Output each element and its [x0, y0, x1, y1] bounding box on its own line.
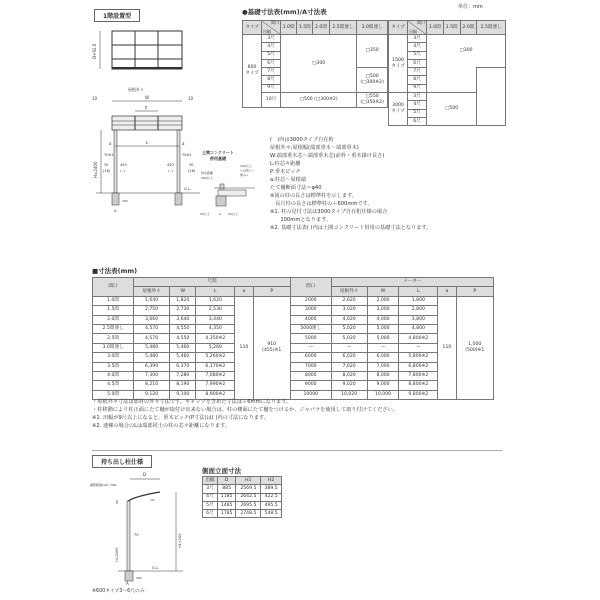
side-table-title: 側面立面寸法 [202, 467, 241, 475]
table-row [93, 334, 494, 343]
dim-10-right: 10 [188, 96, 194, 101]
diagonal-header-cell [262, 21, 281, 35]
cell-value: □500 [365, 74, 379, 80]
table-cell: 8,000 [367, 371, 399, 380]
table-cell: 2000 [290, 296, 331, 305]
p-alt: (500)※1 [465, 347, 485, 353]
row-label: 8尺 [262, 76, 281, 84]
table-cell: 6000 [290, 353, 331, 362]
header-cell: H1 [236, 477, 261, 485]
table-cell: □300 [281, 35, 357, 93]
header-projection: 出幅 [409, 28, 417, 34]
table-cell: 5,460 [170, 343, 196, 352]
row-label: 4尺 [408, 43, 427, 51]
table-cell: 10000 [290, 390, 331, 399]
table-cell: 548.5 [261, 510, 282, 518]
header-cell: P [456, 287, 494, 296]
row-label: 6尺 [262, 59, 281, 67]
table-cell: 3000 [290, 306, 331, 315]
p-main: 1,000 [468, 341, 482, 347]
side-paren-left: (16) [103, 169, 111, 173]
header-cell: 屋根外々 [134, 287, 170, 296]
note-line: ※図の柱の長さは標準柱を示します。 [270, 193, 357, 199]
table-cell: 9,800※2 [399, 390, 438, 399]
detail-title-2: 併用基礎 [210, 156, 226, 161]
type-cell [243, 35, 262, 108]
table-cell: 4,800※2 [399, 334, 438, 343]
table-cell: 3.0間連し [93, 343, 134, 352]
table-cell: 2,730 [170, 306, 196, 315]
header-cell: タイプ [243, 21, 262, 35]
table-cell: 4,350 [196, 324, 235, 333]
table-row [203, 510, 282, 518]
type-value: 3000 [392, 103, 404, 109]
header-cell: W [170, 287, 196, 296]
table-cell: 885 [217, 485, 236, 493]
dim-10-left: 10 [92, 96, 98, 101]
gutter-left: 450 [120, 163, 127, 167]
table-cell: 7,280 [170, 371, 196, 380]
table-cell: 8,800※2 [399, 381, 438, 390]
section-title-box: 1階設置型 [94, 9, 140, 22]
table-cell [357, 68, 388, 93]
table-cell: 2642.5 [236, 493, 261, 501]
header-cell: a [438, 287, 456, 296]
table-cell: 5,460 [170, 353, 196, 362]
table-cell: 3,000 [367, 306, 399, 315]
row-label: 3尺 [262, 35, 281, 43]
header-projection: 出幅 [263, 28, 271, 34]
h-label: H=2400 [93, 161, 98, 178]
table-cell: 1,800 [399, 296, 438, 305]
note-line: ・柱移動により柱正面にたて樋が取付け出来ない場合は、柱の側面にたて樋をつけるか、ジャバラを使用して取り付けてください。 [92, 407, 398, 413]
note-line: 100mmとなります。 [270, 217, 332, 223]
legend-notes [270, 136, 431, 232]
a-value: 110 [235, 296, 253, 399]
table-cell: — [367, 343, 399, 352]
table-cell: 1,820 [170, 296, 196, 305]
p-label: P [145, 105, 148, 111]
header-cell: 2.0間 [313, 21, 329, 35]
table-cell: 8,900※2 [196, 390, 235, 399]
table-cell: 9,020 [331, 381, 367, 390]
table-cell: □500 (□300※2) [281, 93, 357, 108]
header-cell: 1.0間 [281, 21, 297, 35]
table-cell: 6,000 [367, 353, 399, 362]
row-label: 5尺 [262, 51, 281, 59]
table-cell: 2695.5 [236, 501, 261, 509]
table-cell: 6,370 [170, 362, 196, 371]
note-line: たて樋断面寸法＝φ40 [270, 185, 322, 191]
ninety-label: 90 [115, 500, 119, 504]
note-line: a:柱芯～屋根端 [270, 177, 307, 183]
row-label: 4尺 [262, 43, 281, 51]
table-cell: 4,350※2 [196, 334, 235, 343]
detail-right-label: 50以上 [228, 212, 238, 216]
table-cell: 9,000 [367, 381, 399, 390]
header-cell: P [253, 287, 290, 296]
table-cell: — [331, 343, 367, 352]
foundation-table-title: ●基礎寸法表(mm)/A寸法表 [242, 8, 327, 16]
cell-value-alt: (□350※2) [360, 100, 384, 106]
header-cell: W [367, 287, 399, 296]
table-cell: 7,020 [331, 362, 367, 371]
row-label: 7尺 [408, 68, 427, 76]
table-cell [357, 93, 388, 108]
header-cell: 2.0間 [460, 21, 477, 35]
table-cell: 10,000 [367, 390, 399, 399]
table-cell: 5000 [290, 334, 331, 343]
note-line: ※2. 基礎寸法表( )内は土間コンクリート併用の基礎寸法となります。 [270, 225, 432, 231]
table-cell: 2,020 [331, 296, 367, 305]
table-cell: 5尺 [203, 501, 218, 509]
drain-label-2: 200以上 [201, 176, 213, 180]
table-cell: 3,640 [170, 315, 196, 324]
slab-label-2: <土間コン [240, 168, 255, 173]
header-cell: 1.5間 [297, 21, 313, 35]
d-label: D [143, 472, 147, 477]
table-cell: 4,020 [331, 315, 367, 324]
header-cell: 間口 [93, 278, 134, 297]
row-label: 4尺 [408, 101, 427, 109]
table-cell: 2,750 [134, 306, 170, 315]
table-cell: 8,020 [331, 371, 367, 380]
note-line: W:端部垂木芯～端部垂木芯(前枠・垂木掛け長さ) [270, 153, 385, 159]
a-label-left: a [109, 141, 112, 146]
table-cell: 5,260 [196, 343, 235, 352]
table-cell: 1,640 [134, 296, 170, 305]
table-row [93, 371, 494, 380]
type-value: 1500 [392, 57, 404, 63]
type-suffix: タイプ [391, 63, 405, 69]
unit-label: 単位：mm [458, 4, 483, 10]
header-cell: L [196, 287, 235, 296]
slab-label-3: 厚み> [240, 173, 249, 177]
table-cell: 5,480 [134, 353, 170, 362]
gl-label: G.L. [152, 566, 159, 570]
table-cell: — [399, 343, 438, 352]
header-frontage: 間口 [271, 20, 279, 25]
header-cell: L [399, 287, 438, 296]
note-line: ※1. 出幅が9尺以上になると、垂木ピッチ(P寸法)は( )内の寸法になります。 [92, 415, 269, 421]
note-line: ・屋根外々寸法は部材の外々寸法です。キャップを含めた寸法は＋6mmになります。 [92, 399, 292, 405]
table-row [203, 485, 282, 493]
table-cell: 4.0間 [93, 371, 134, 380]
row-label: 5尺 [408, 109, 427, 117]
p-alt: (455)※1 [262, 347, 282, 353]
table-cell: 1.0間 [93, 296, 134, 305]
table-cell: 5,260※2 [196, 353, 235, 362]
table-cell: 6,390 [134, 362, 170, 371]
table-row [93, 381, 494, 390]
table-cell: 2748.5 [236, 510, 261, 518]
seventy-label: 70 [134, 533, 139, 537]
table-cell: 1485 [217, 501, 236, 509]
header-cell: 1.5間 [443, 21, 460, 35]
table-cell: 7,800※2 [399, 371, 438, 380]
table-cell: 3,800 [399, 315, 438, 324]
gutter-right: 450 [167, 163, 174, 167]
row-label: 3尺 [408, 93, 427, 101]
table-cell: □300 [427, 35, 506, 68]
row-label: 6尺 [408, 117, 427, 125]
table-cell: 1185 [217, 493, 236, 501]
table-row [203, 493, 282, 501]
table-cell: 3.0間 [93, 353, 134, 362]
table-cell: 4,000 [367, 315, 399, 324]
table-cell: 7,000 [367, 362, 399, 371]
table-cell: 3,020 [331, 306, 367, 315]
roof-outer-label: 屋根外々 [128, 87, 144, 92]
table-cell: 1,620 [196, 296, 235, 305]
table-cell: 9,120 [134, 390, 170, 399]
header-cell: H2 [261, 477, 282, 485]
side-elevation-table [202, 476, 282, 518]
p-main: 910 [267, 341, 277, 347]
table-cell: 8,210 [134, 381, 170, 390]
type-suffix: タイプ [245, 71, 259, 77]
table-cell: 8,190 [170, 381, 196, 390]
h-label: H=2400 [115, 547, 119, 562]
table-cell: 2,530 [196, 306, 235, 315]
header-cell: 2.5間連し [329, 21, 357, 35]
table-cell: 4,550 [170, 334, 196, 343]
cantilever-title-box: 持ち出し柱仕様 [92, 455, 152, 468]
table-cell: 5,000 [367, 334, 399, 343]
table-cell: 2.5間連し [93, 324, 134, 333]
detail-title-1: 土間コンクリート [202, 150, 234, 155]
table-cell [477, 68, 506, 126]
table-cell: 5,020 [331, 324, 367, 333]
type-cell [389, 35, 408, 93]
table-cell: 5,800※2 [399, 353, 438, 362]
table-cell: 1.5間 [93, 306, 134, 315]
table-row [93, 362, 494, 371]
depth-label: 300 [136, 576, 142, 580]
table-cell: 7,300 [134, 371, 170, 380]
group-header: 尺間 [134, 278, 291, 287]
table-cell: 4,800 [399, 324, 438, 333]
gutter-paren-right: (一) [168, 169, 174, 173]
table-cell: 389.5 [261, 485, 282, 493]
drain-label-1: 排水距離 [201, 171, 214, 175]
table-cell: 2.5間 [93, 334, 134, 343]
table-cell: 5,020 [331, 334, 367, 343]
table-cell: 2.0間 [93, 315, 134, 324]
table-cell: 5.0間 [93, 390, 134, 399]
gutter-paren-left: (一) [120, 169, 126, 173]
depth-label: 300 [122, 199, 128, 203]
table-cell: 6尺 [203, 510, 218, 518]
table-cell: 3尺 [203, 485, 218, 493]
foundation-table-600 [242, 20, 388, 108]
row-label: 9尺 [262, 84, 281, 92]
dimension-notes [92, 398, 398, 430]
a-label-right: a [182, 141, 185, 146]
note-line: 屋根外々:屋根幅(端部垂木～端部垂木) [270, 145, 359, 151]
table-cell: 6,170※2 [196, 362, 235, 371]
table-cell [427, 68, 477, 93]
row-label: 6尺 [408, 59, 427, 67]
table-cell: 422.5 [261, 493, 282, 501]
header-cell: 出幅 [203, 477, 218, 485]
table-cell: □350 [357, 35, 388, 68]
p-value [456, 296, 494, 399]
table-cell: 10,020 [331, 390, 367, 399]
type-value: 600 [247, 65, 257, 71]
note-line: ※2. 連棟の場合のLは端部同士の柱の芯々距離になります。 [92, 423, 230, 429]
table-cell: 9,100 [170, 390, 196, 399]
a-dim-label: A [114, 209, 117, 213]
note-line: 長尺柱の長さは標準柱の＋600mmです。 [270, 201, 373, 207]
side-right: 30 [189, 163, 194, 167]
table-cell: 4,570 [134, 324, 170, 333]
note-line: ※1. 柱の見付寸法は3000タイプ自在桁仕様の場合 [270, 209, 388, 215]
l-label: L [146, 140, 149, 145]
header-cell: a [235, 287, 253, 296]
table-cell: 2,000 [367, 296, 399, 305]
row-label: 8尺 [408, 76, 427, 84]
range-label: 調整範囲120～300 [90, 483, 117, 487]
header-cell: タイプ [389, 21, 408, 35]
table-cell: 5,480 [134, 343, 170, 352]
a-value: 110 [438, 296, 456, 399]
table-cell: 1785 [217, 510, 236, 518]
gl-label: G.L. [184, 187, 191, 191]
header-cell: 3.0間連し [357, 21, 388, 35]
table-cell: 3,440 [196, 315, 235, 324]
detail-left-label: 50以上 [200, 212, 210, 216]
table-cell: 7,990※2 [196, 381, 235, 390]
plan-dim: D+92.5 [92, 43, 97, 59]
header-cell: 1.0間 [427, 21, 444, 35]
table-row [93, 343, 494, 352]
post-note-right: 70※1 [182, 153, 192, 157]
row-label: 10尺 [262, 93, 281, 108]
table-row [93, 353, 494, 362]
plan-drawing [88, 25, 200, 75]
table-cell: — [290, 343, 331, 352]
table-cell: 5,000 [367, 324, 399, 333]
table-row [93, 296, 494, 305]
table-cell: □500 [427, 93, 477, 126]
side-left: 30 [104, 163, 109, 167]
table-cell: 7,080※2 [196, 371, 235, 380]
front-elevation-drawing [88, 86, 200, 214]
table-cell: 4尺 [203, 493, 218, 501]
cell-value: □550 [365, 94, 379, 100]
header-cell: 屋根外々 [331, 287, 367, 296]
table-cell: 8000 [290, 371, 331, 380]
table-row [93, 324, 494, 333]
row-label: 7尺 [262, 68, 281, 76]
diagonal-header-cell [408, 21, 427, 35]
dimension-table-title: ■寸法表(mm) [92, 267, 138, 275]
post-note-left: 70※1 [104, 153, 114, 157]
table-cell: 5000連し [290, 324, 331, 333]
row-label: 5尺 [408, 51, 427, 59]
cell-value-alt: (□300※2) [360, 80, 384, 86]
table-cell: 3,660 [134, 315, 170, 324]
type-suffix: タイプ [391, 109, 405, 115]
slab-label-1: 100以上 [240, 164, 252, 168]
cantilever-drawing [88, 470, 198, 582]
type-cell [389, 93, 408, 126]
table-cell: 7000 [290, 362, 331, 371]
table-cell: 495.5 [261, 501, 282, 509]
detail-a-label: A [219, 212, 222, 216]
table-cell: 4000 [290, 315, 331, 324]
w-label: W [145, 95, 149, 100]
table-cell: 3.5間 [93, 362, 134, 371]
foundation-detail-drawing [200, 148, 266, 220]
table-cell: 6,020 [331, 353, 367, 362]
note-line: L:柱芯々距離 [270, 161, 301, 167]
table-cell: 4,550 [170, 324, 196, 333]
table-cell: 6,800※2 [399, 362, 438, 371]
note-line: P:垂木ピッチ [270, 169, 301, 175]
group-header: メーター [331, 278, 493, 287]
table-cell: 2,800 [399, 306, 438, 315]
note-line: ( )内は3000タイプ自在桁 [270, 137, 334, 143]
table-row [203, 501, 282, 509]
header-cell: D [217, 477, 236, 485]
table-row [93, 315, 494, 324]
p-value [253, 296, 290, 399]
h1-label: H1+200 [178, 533, 182, 548]
table-row [93, 306, 494, 315]
foundation-table-1500-3000 [388, 20, 506, 126]
header-cell: 間口 [290, 278, 331, 297]
table-cell: 4.5間 [93, 381, 134, 390]
cantilever-note: ※600タイプ3～6尺のみ [92, 589, 145, 594]
angle-label: 10° [150, 498, 156, 502]
side-paren-right: (16) [188, 169, 196, 173]
cantilever-a-label: A [126, 581, 129, 586]
section-divider [92, 450, 502, 451]
header-frontage: 間口 [417, 20, 425, 25]
table-cell: 4,570 [134, 334, 170, 343]
table-cell: 2569.5 [236, 485, 261, 493]
row-label: 9尺 [408, 84, 427, 92]
table-cell: 9000 [290, 381, 331, 390]
dimension-table [92, 277, 494, 400]
row-label: 3尺 [408, 35, 427, 43]
header-cell: 2.5間連し [477, 21, 506, 35]
